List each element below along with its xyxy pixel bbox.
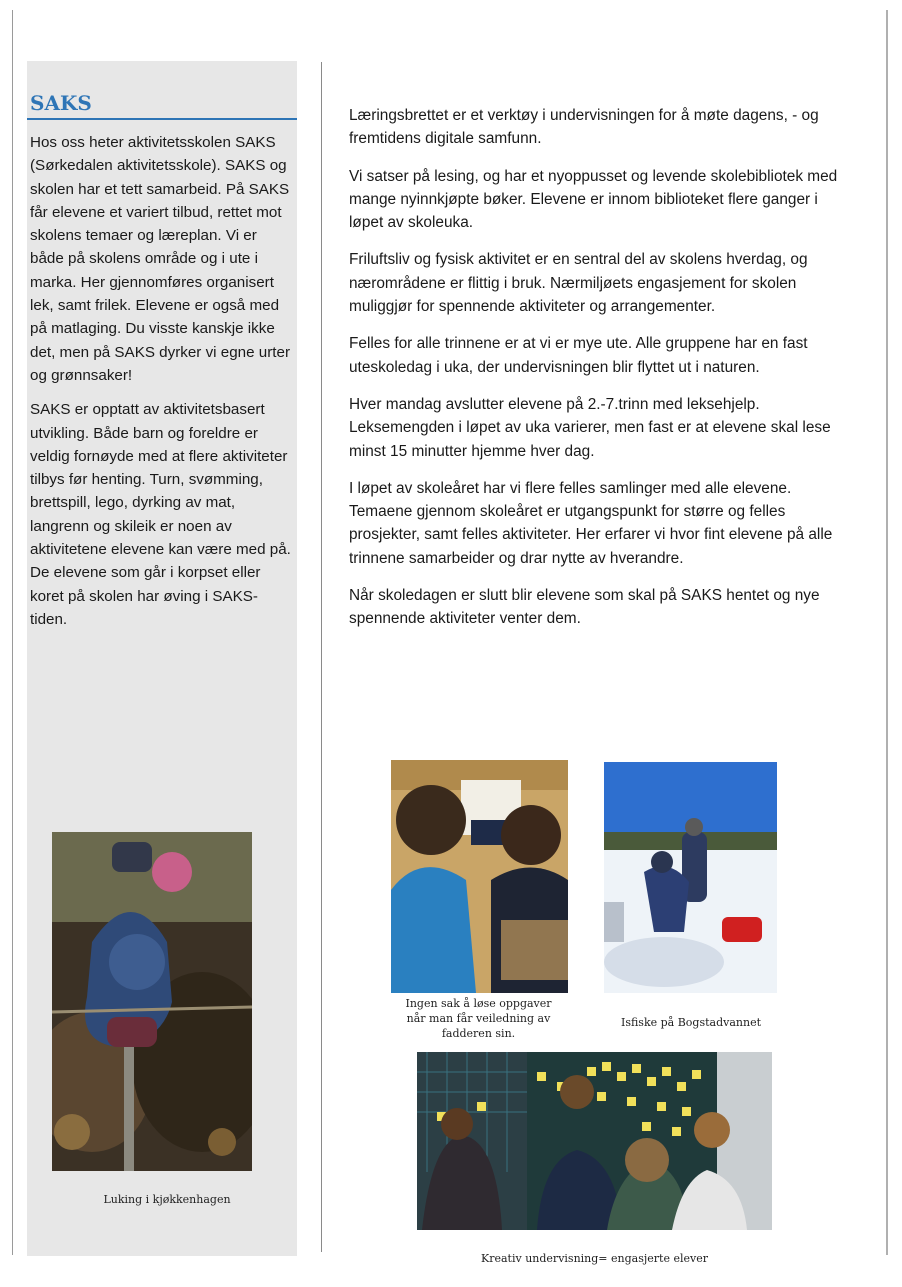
sidebar-body xyxy=(30,131,294,642)
blackboard-photo xyxy=(417,1052,772,1230)
sidebar-paragraph: SAKS er opptatt av aktivitetsbasert utvikling. Både barn og foreldre er veldig fornøyde med at flere aktiviteter tilbys før henting. Turn, svømming, brettspill, lego, dyrking av mat, langrenn og skileik er noen av aktivitetene elevene kan være med på. De elevene som går i korpset eller koret på skolen har øving i SAKS-tiden. xyxy=(30,401,291,628)
main-paragraph: Friluftsliv og fysisk aktivitet er en sentral del av skolens hverdag, og nærområdene er flittig i bruk. Nærmiljøets engasjement for skolen muliggjør for spennende aktiviteter og arrangementer. xyxy=(349,251,808,316)
page-border-left xyxy=(12,10,13,1255)
sidebar-title: SAKS xyxy=(30,91,92,115)
main-paragraph: Læringsbrettet er et verktøy i undervisningen for å møte dagens, - og fremtidens digitale samfunn. xyxy=(349,107,819,148)
ice-fishing-photo-caption: Isfiske på Bogstadvannet xyxy=(620,1016,762,1029)
garden-photo-caption: Luking i kjøkkenhagen xyxy=(103,1193,231,1206)
main-paragraph: Når skoledagen er slutt blir elevene som skal på SAKS hentet og nye spennende aktiviteter venter dem. xyxy=(349,587,820,628)
ice-fishing-photo xyxy=(604,762,777,993)
page-border-right xyxy=(886,10,888,1255)
garden-photo xyxy=(52,832,252,1171)
main-body xyxy=(349,104,845,645)
column-divider xyxy=(321,62,322,1252)
sidebar-paragraph: Hos oss heter aktivitetsskolen SAKS (Sørkedalen aktivitetsskole). SAKS og skolen har et tett samarbeid. På SAKS får elevene et variert tilbud, rettet mot skolens temaer og læreplan. Vi er både på skolens område og i ute i marka. Her gjennomføres organisert lek, samt frilek. Elevene er også med på matlaging. Du visste kanskje ikke det, men på SAKS dyrker vi egne urter og grønnsaker! xyxy=(30,134,291,384)
main-paragraph: Hver mandag avslutter elevene på 2.-7.trinn med leksehjelp. Leksemengden i løpet av uka varierer, men fast er at elevene skal lese minst 15 minutter hjemme hver dag. xyxy=(349,395,831,460)
sidebar-title-rule xyxy=(27,118,297,120)
blackboard-photo-caption: Kreativ undervisning= engasjerte elever xyxy=(481,1252,708,1265)
main-paragraph: Felles for alle trinnene er at vi er mye ute. Alle gruppene har en fast uteskoledag i uka, der undervisningen blir flyttet ut i naturen. xyxy=(349,335,808,376)
main-paragraph: Vi satser på lesing, og har et nyoppusset og levende skolebibliotek med mange nyinnkjøpte bøker. Elevene er innom biblioteket flere ganger i løpet av skoleuka. xyxy=(349,167,838,232)
tablet-photo xyxy=(391,760,568,993)
main-paragraph: I løpet av skoleåret har vi flere felles samlinger med alle elevene. Temaene gjennom skoleåret er utgangspunkt for større og felles prosjekter, samt felles aktiviteter. Her erfarer vi hvor fint elevene på alle trinnene samarbeider og drar nytte av hverandre. xyxy=(349,479,833,567)
tablet-photo-caption: Ingen sak å løse oppgaver når man får veiledning av fadderen sin. xyxy=(405,997,552,1040)
